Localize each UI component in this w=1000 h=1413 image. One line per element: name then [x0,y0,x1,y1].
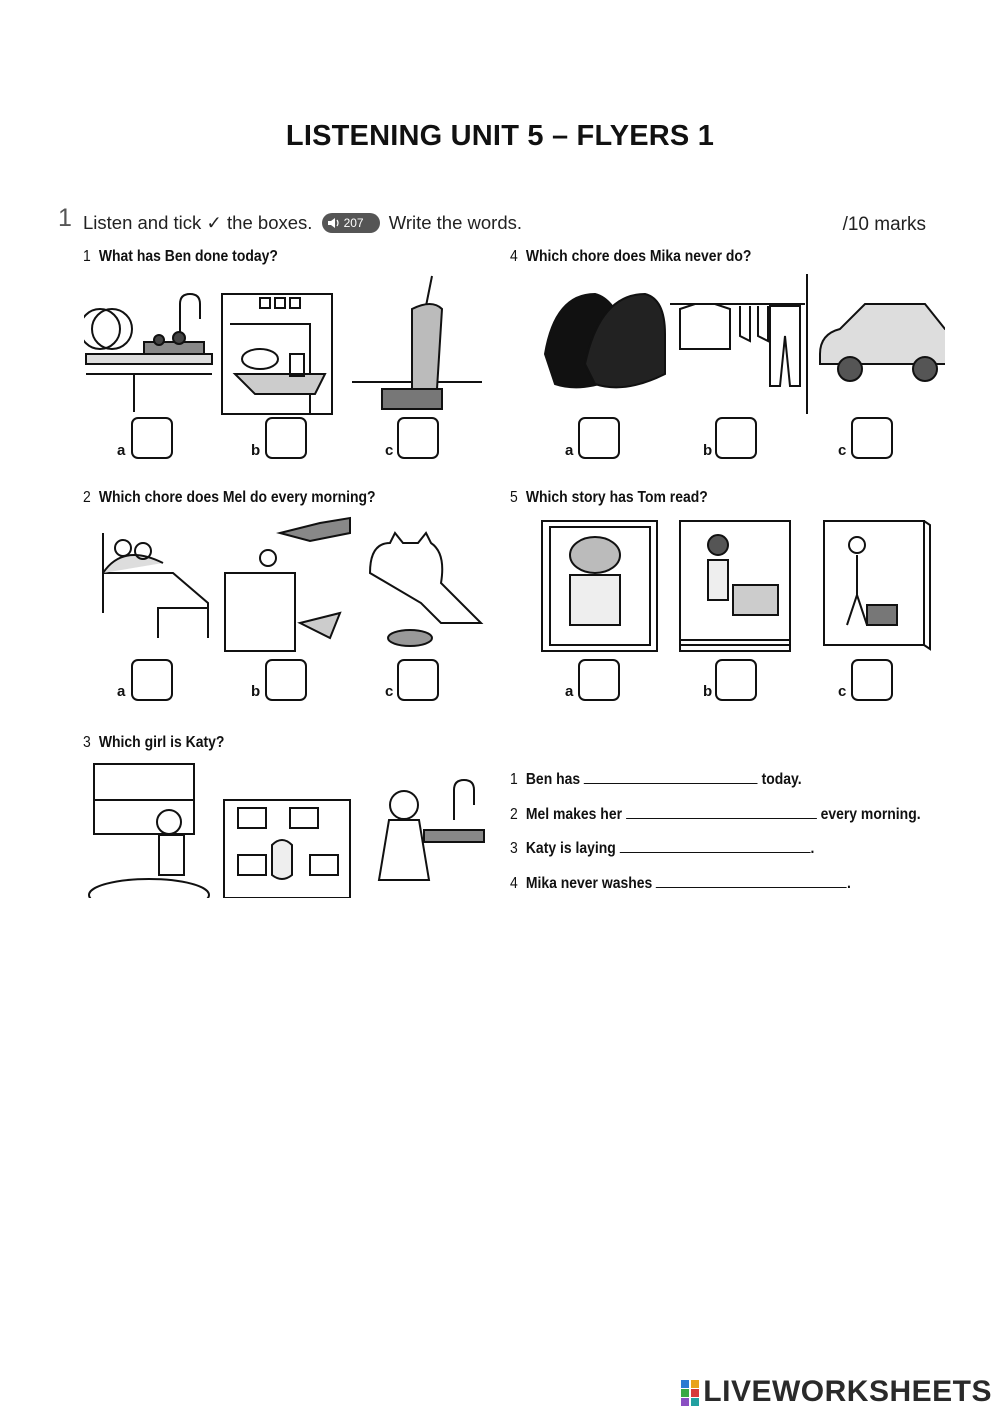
answer-after-text: today. [761,771,802,788]
q5-option-a-label: a [565,683,574,700]
table-laid-icon [224,800,350,898]
answer-number: 4 [510,875,518,892]
q5-option-b-checkbox[interactable] [715,659,757,701]
answer-after-text: . [846,875,851,892]
shoes-icon [545,294,665,387]
answer-input-2[interactable] [626,804,817,819]
exercise-number: 1 [58,204,72,232]
q2-option-b-checkbox[interactable] [265,659,307,701]
liveworksheets-logo-icon [680,1379,700,1407]
q1-option-a-checkbox[interactable] [131,417,173,459]
answer-number: 3 [510,840,518,857]
mowing-book-icon [824,521,930,649]
speaker-icon [327,216,341,230]
kitchen-girl-icon [379,780,484,880]
q4-option-b-checkbox[interactable] [715,417,757,459]
q1-option-b-label: b [251,442,261,459]
q2-pictures [98,513,488,658]
question-number: 5 [510,489,518,506]
toy-box-icon [225,518,350,651]
answer-input-3[interactable] [620,838,811,853]
answer-input-1[interactable] [584,769,758,784]
answer-number: 2 [510,806,518,823]
q3-pictures [84,760,488,898]
q5-option-b-label: b [703,683,713,700]
footer-brand-text: LIVEWORKSHEETS [703,1375,992,1408]
answer-before-text: Mika never washes [525,875,653,892]
audio-track-number: 207 [343,216,364,231]
q1-pictures [84,274,484,416]
q1-option-c-label: c [385,442,394,459]
instruction-text-1: Listen and tick ✓ the boxes. [83,212,313,234]
car-icon [820,304,945,381]
q2-option-c-checkbox[interactable] [397,659,439,701]
q2-option-a-label: a [117,683,126,700]
robot-book-icon [542,521,657,651]
exercise-instruction [83,211,522,234]
question-text: Which chore does Mel do every morning? [98,489,376,506]
answer-before-text: Mel makes her [525,806,623,823]
q5-option-c-checkbox[interactable] [851,659,893,701]
audio-track-button[interactable] [322,213,380,233]
dishwasher-icon [222,294,332,414]
question-number: 3 [83,734,91,751]
question-2 [83,489,376,507]
q1-option-a-label: a [117,442,126,459]
answer-before-text: Ben has [525,771,581,788]
answer-after-text: every morning. [820,806,921,823]
bed-icon [103,533,208,638]
question-3 [83,734,224,752]
marks-label: /10 marks [842,214,926,235]
question-number: 1 [83,248,91,265]
q5-option-c-label: c [838,683,847,700]
question-text: Which chore does Mika never do? [525,248,752,265]
question-text: Which girl is Katy? [98,734,225,751]
q4-option-c-label: c [838,442,847,459]
page-title: LISTENING UNIT 5 – FLYERS 1 [285,120,715,152]
answer-after-text: . [810,840,815,857]
q4-pictures [535,274,945,416]
question-1 [83,248,278,266]
answer-line-3 [510,838,814,858]
answer-line-1 [510,769,802,789]
cat-feeding-icon [370,533,481,646]
q5-option-a-checkbox[interactable] [578,659,620,701]
q4-option-c-checkbox[interactable] [851,417,893,459]
question-5 [510,489,708,507]
question-number: 4 [510,248,518,265]
answer-line-4 [510,873,851,893]
question-text: What has Ben done today? [98,248,278,265]
liveworksheets-footer [680,1375,992,1409]
q4-option-a-checkbox[interactable] [578,417,620,459]
washing-line-icon [670,274,807,414]
answer-before-text: Katy is laying [525,840,616,857]
answer-line-2 [510,804,921,824]
cupboard-girl-icon [89,764,209,898]
question-4 [510,248,751,266]
q2-option-b-label: b [251,683,261,700]
q1-option-b-checkbox[interactable] [265,417,307,459]
q4-option-b-label: b [703,442,713,459]
q5-pictures [540,515,932,657]
cooking-book-icon [680,521,790,651]
sink-dishes-icon [84,294,212,412]
answer-number: 1 [510,771,518,788]
answer-input-4[interactable] [656,873,847,888]
q2-option-a-checkbox[interactable] [131,659,173,701]
vacuum-cleaner-icon [352,276,482,409]
question-text: Which story has Tom read? [525,489,708,506]
question-number: 2 [83,489,91,506]
q2-option-c-label: c [385,683,394,700]
q1-option-c-checkbox[interactable] [397,417,439,459]
q4-option-a-label: a [565,442,574,459]
instruction-text-2: Write the words. [388,212,523,234]
